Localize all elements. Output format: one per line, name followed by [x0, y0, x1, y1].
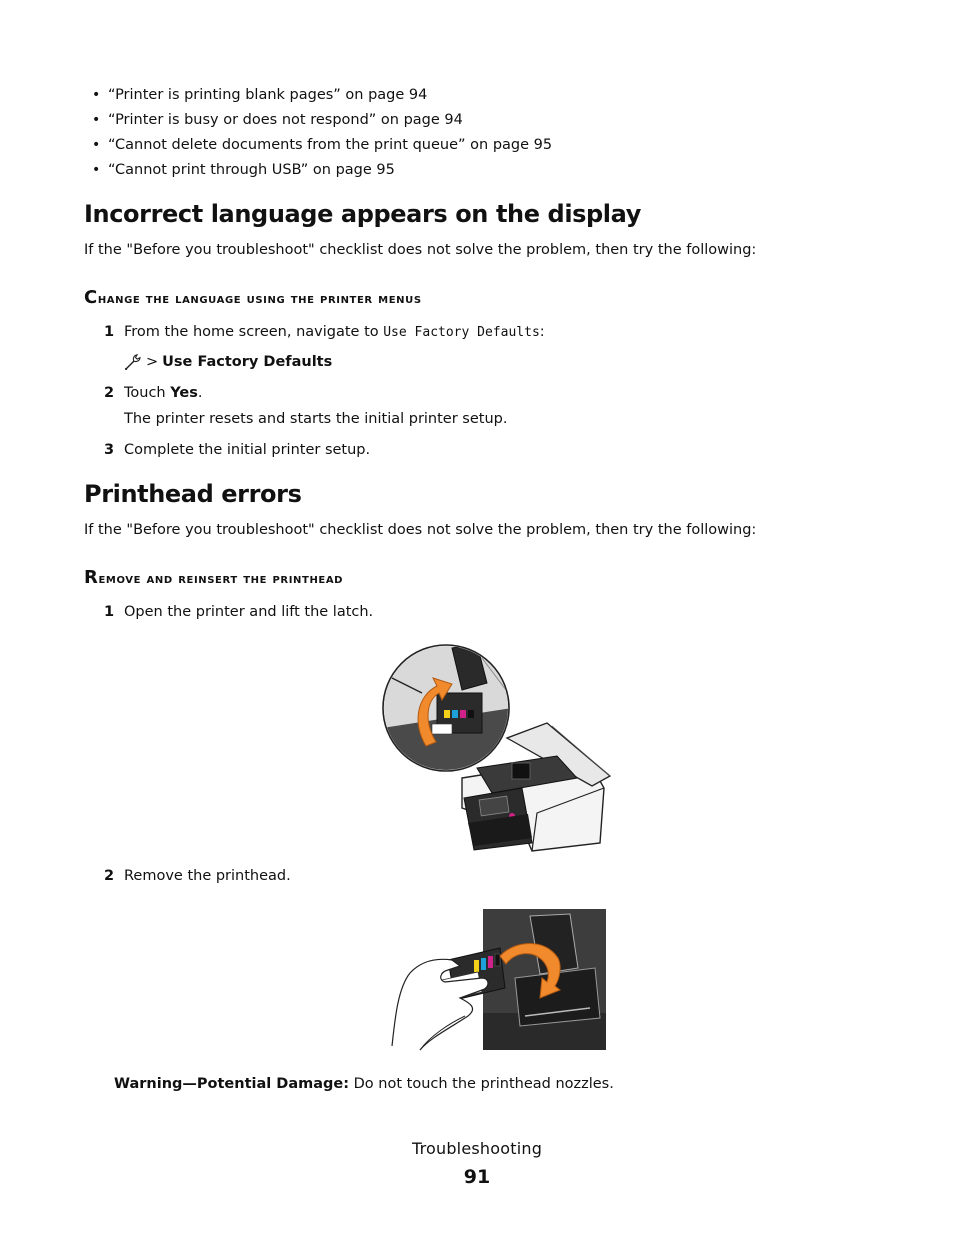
related-topic-link[interactable]: • “Cannot delete documents from the print queue” on page 95	[92, 135, 552, 160]
warning-note	[114, 1076, 614, 1092]
step-2-touch-yes	[104, 385, 202, 401]
step-text: Open the printer and lift the latch.	[124, 604, 374, 620]
step-emphasis: Yes	[170, 385, 198, 401]
subheading-change-language	[84, 287, 422, 308]
warning-label: Warning—Potential Damage:	[114, 1076, 350, 1092]
page-number: 91	[463, 1166, 491, 1188]
wrench-icon	[124, 353, 142, 371]
step-code: Use Factory Defaults	[383, 325, 540, 340]
subheading-remove-reinsert	[84, 567, 343, 588]
step-1-navigate	[104, 324, 545, 340]
subheading-text: emove and reinsert the printhead	[98, 571, 344, 587]
section-intro: If the "Before you troubleshoot" checklist does not solve the problem, then try the following:	[84, 522, 757, 538]
step-text: From the home screen, navigate to	[124, 324, 384, 340]
section-title-incorrect-language: Incorrect language appears on the display	[84, 200, 641, 228]
subheading-initial: C	[84, 287, 98, 308]
step-suffix: .	[197, 385, 203, 401]
step-1-open-printer	[104, 604, 373, 620]
step-suffix: :	[539, 324, 545, 340]
section-title-printhead-errors: Printhead errors	[84, 480, 302, 508]
related-topics-list	[92, 85, 552, 185]
menu-item-use-factory-defaults: Use Factory Defaults	[162, 354, 333, 370]
step-number: 1	[104, 324, 115, 340]
step-number: 2	[104, 868, 115, 884]
remove-printhead-illustration	[390, 908, 608, 1054]
step-number: 3	[104, 442, 115, 458]
menu-separator: >	[146, 354, 159, 370]
step-number: 2	[104, 385, 115, 401]
menu-path	[124, 353, 332, 371]
step-text: Touch	[124, 385, 171, 401]
related-topic-link[interactable]: • “Printer is printing blank pages” on page 94	[92, 85, 552, 110]
warning-text: Do not touch the printhead nozzles.	[349, 1076, 614, 1092]
related-topic-link[interactable]: • “Printer is busy or does not respond” on page 94	[92, 110, 552, 135]
section-intro: If the "Before you troubleshoot" checklist does not solve the problem, then try the following:	[84, 242, 757, 258]
step-3-complete-setup	[104, 442, 370, 458]
subheading-text: hange the language using the printer menus	[97, 291, 422, 307]
subheading-initial: R	[84, 567, 99, 588]
related-topic-link[interactable]: • “Cannot print through USB” on page 95	[92, 160, 552, 185]
step-2-note: The printer resets and starts the initial printer setup.	[124, 411, 508, 427]
step-2-remove-printhead	[104, 868, 291, 884]
step-text: Complete the initial printer setup.	[124, 442, 371, 458]
footer-section-name: Troubleshooting	[411, 1139, 543, 1158]
printer-open-lid-illustration	[382, 638, 614, 854]
step-number: 1	[104, 604, 115, 620]
step-text: Remove the printhead.	[124, 868, 291, 884]
